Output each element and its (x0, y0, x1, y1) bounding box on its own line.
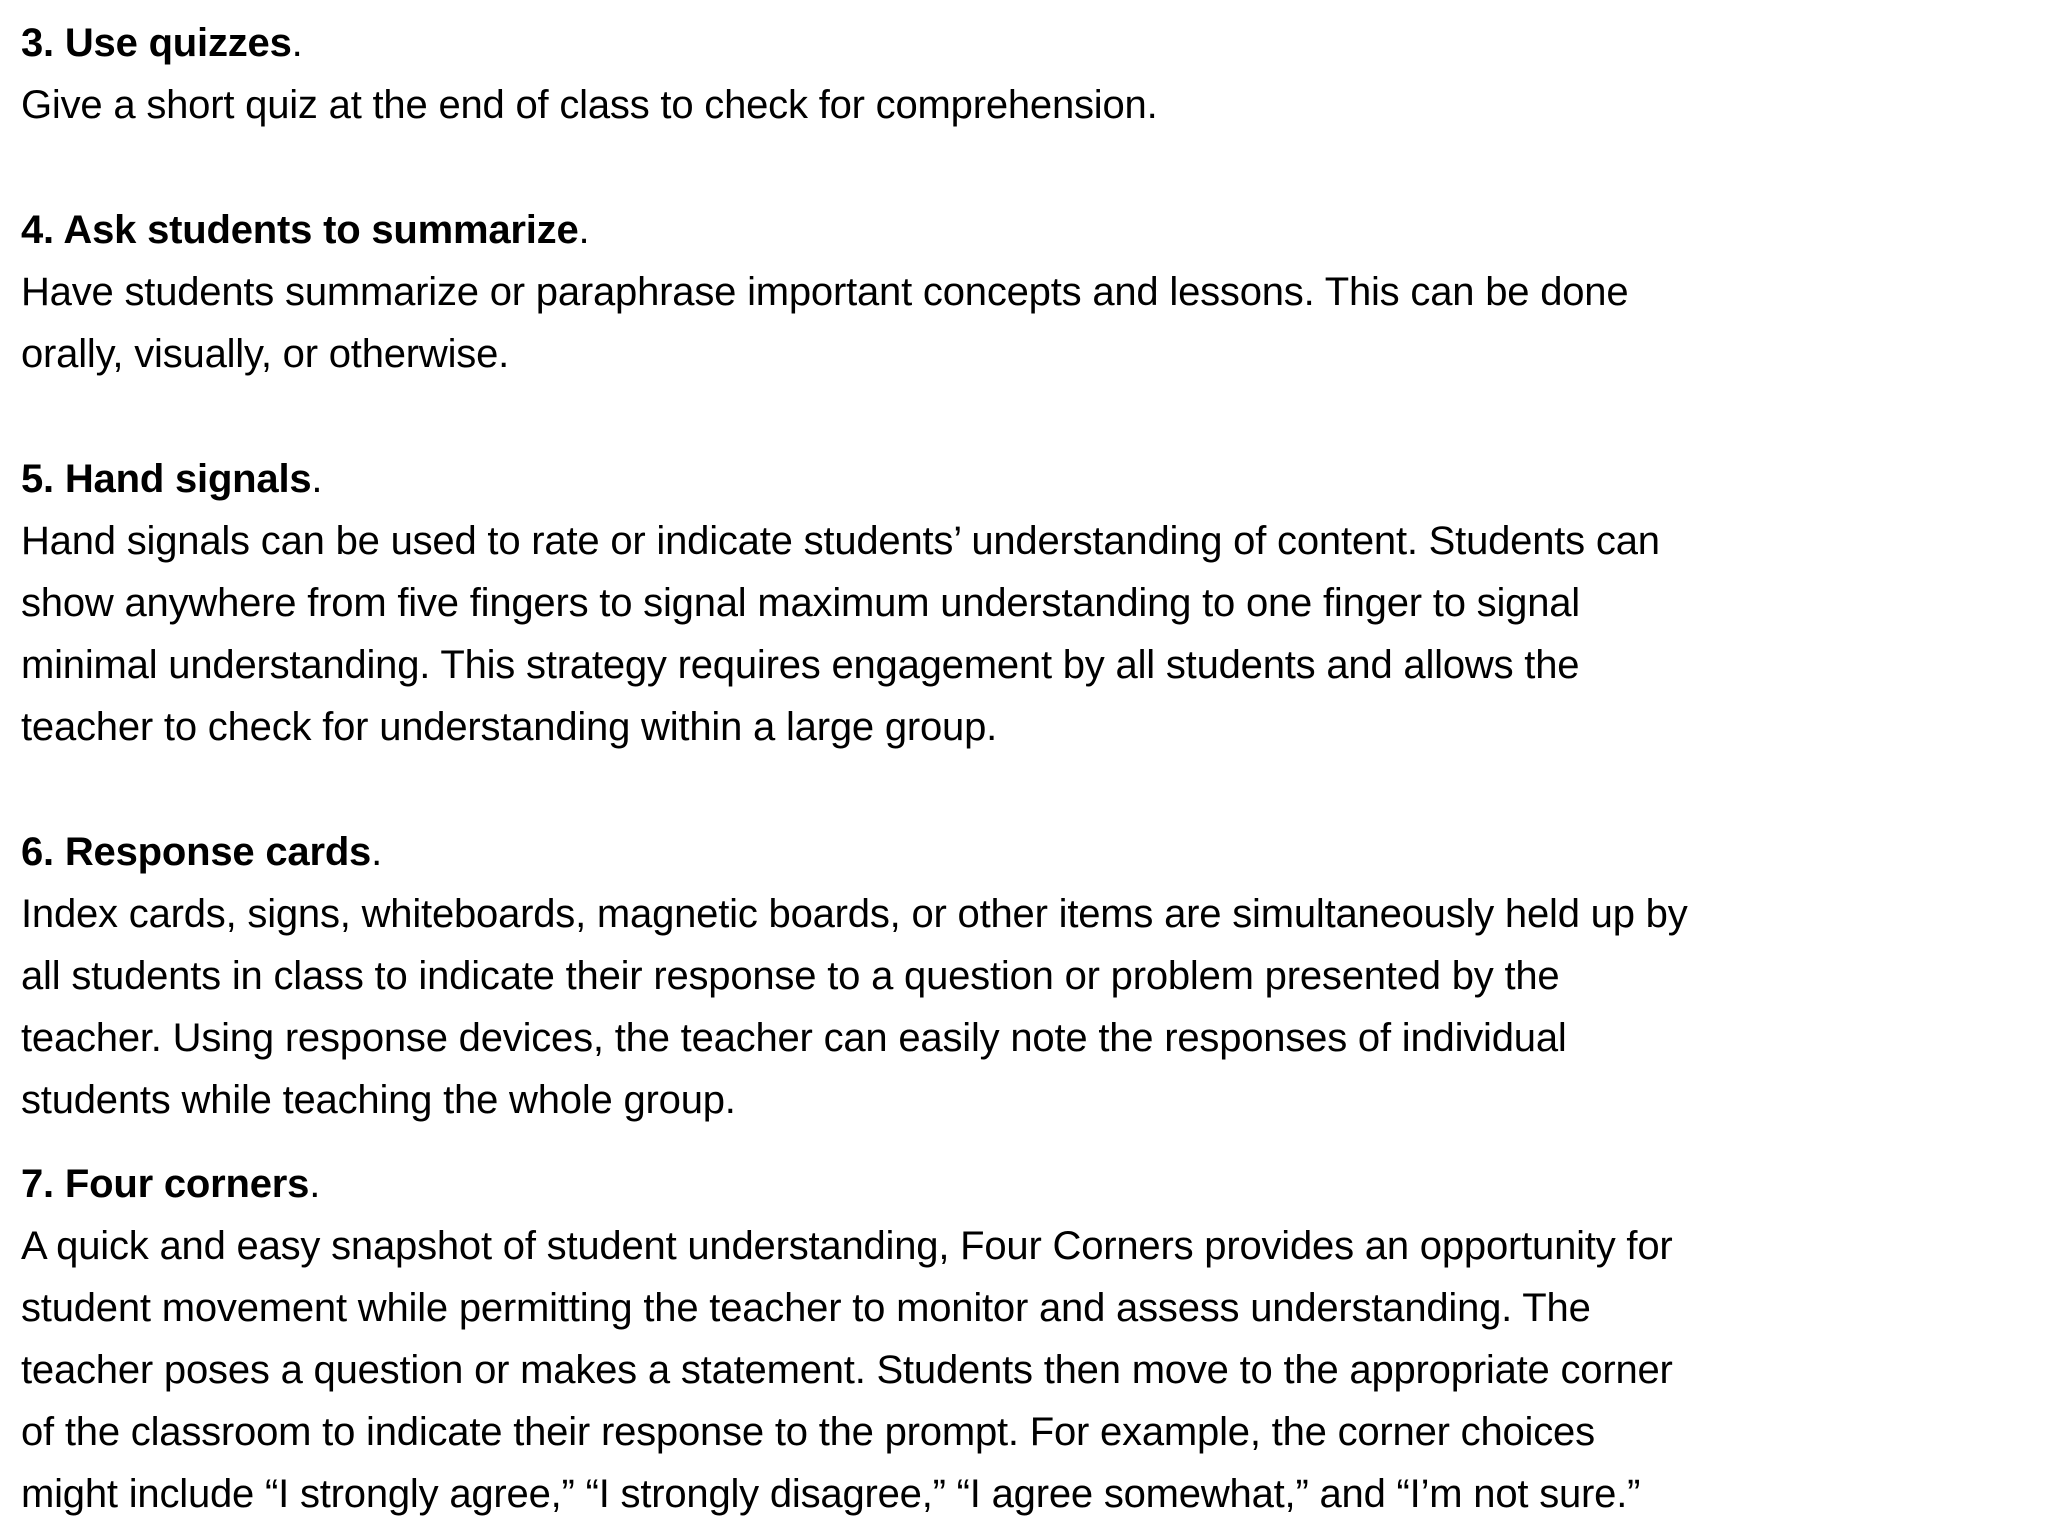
body-line: Hand signals can be used to rate or indicate students’ understanding of content. Students can (21, 519, 1660, 563)
strategy-title: 6. Response cards (21, 830, 372, 874)
strategy-heading (21, 821, 2031, 883)
body-line: teacher. Using response devices, the teacher can easily note the responses of individual (21, 1016, 1567, 1060)
body-line: A quick and easy snapshot of student understanding, Four Corners provides an opportunity for (21, 1224, 1673, 1268)
body-line: teacher poses a question or makes a statement. Students then move to the appropriate corner (21, 1348, 1673, 1392)
body-line: all students in class to indicate their response to a question or problem presented by the (21, 954, 1560, 998)
strategy-response-cards (21, 821, 2031, 1131)
body-line: orally, visually, or otherwise. (21, 332, 510, 376)
strategy-ask-students-to-summarize (21, 199, 2031, 385)
strategy-heading (21, 448, 2031, 510)
heading-period: . (371, 830, 383, 874)
heading-period: . (578, 208, 590, 252)
body-line: Have students summarize or paraphrase important concepts and lessons. This can be done (21, 270, 1629, 314)
body-line: might include “I strongly agree,” “I strongly disagree,” “I agree somewhat,” and “I’m not sure.” (21, 1472, 1641, 1516)
strategy-use-quizzes (21, 12, 2031, 136)
strategy-title: 4. Ask students to summarize (21, 208, 579, 252)
strategy-heading (21, 199, 2031, 261)
body-line: minimal understanding. This strategy requires engagement by all students and allows the (21, 643, 1580, 687)
body-line: teacher to check for understanding within a large group. (21, 705, 998, 749)
heading-period: . (311, 457, 323, 501)
strategy-title: 3. Use quizzes (21, 21, 292, 65)
body-line: student movement while permitting the teacher to monitor and assess understanding. The (21, 1286, 1591, 1330)
body-line: students while teaching the whole group. (21, 1078, 736, 1122)
body-line: Give a short quiz at the end of class to check for comprehension. (21, 83, 1158, 127)
strategy-four-corners (21, 1153, 2031, 1525)
body-line: show anywhere from five fingers to signal maximum understanding to one finger to signal (21, 581, 1580, 625)
strategy-heading (21, 12, 2031, 74)
strategy-hand-signals (21, 448, 2031, 758)
strategy-title: 5. Hand signals (21, 457, 312, 501)
heading-period: . (309, 1162, 321, 1206)
heading-period: . (291, 21, 303, 65)
strategy-heading (21, 1153, 2031, 1215)
strategy-title: 7. Four corners (21, 1162, 310, 1206)
body-line: Index cards, signs, whiteboards, magnetic boards, or other items are simultaneously held up by (21, 892, 1688, 936)
body-line: of the classroom to indicate their response to the prompt. For example, the corner choices (21, 1410, 1595, 1454)
